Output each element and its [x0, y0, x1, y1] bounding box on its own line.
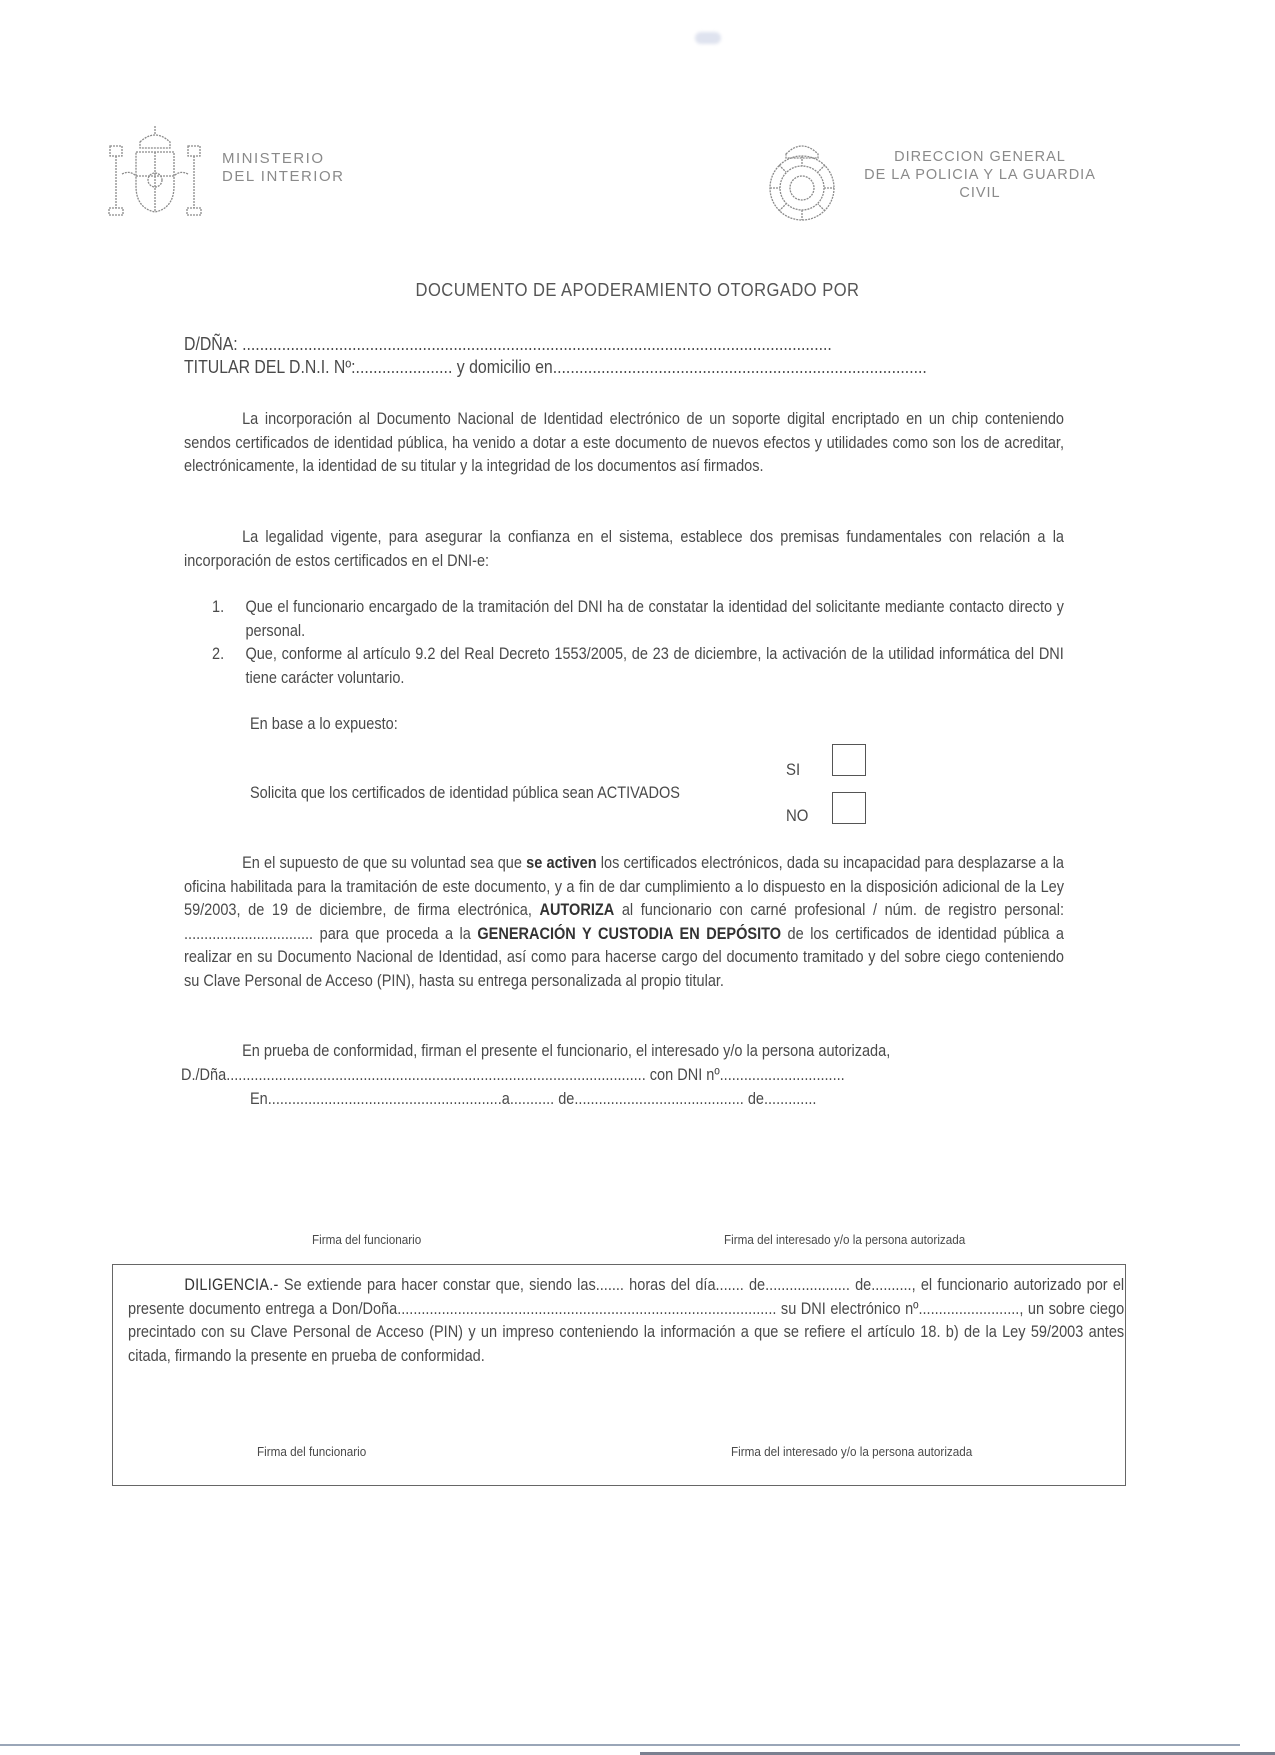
option-no-label: NO — [786, 806, 809, 825]
auth-bold-se-activen: se activen — [526, 854, 597, 872]
diligencia-signature-official-label: Firma del funcionario — [257, 1444, 367, 1459]
premises-list — [212, 596, 1064, 690]
diligencia-text — [128, 1274, 1124, 1368]
authorization-paragraph — [184, 852, 1064, 993]
auth-bold-generacion: GENERACIÓN Y CUSTODIA EN DEPÓSITO — [477, 924, 782, 943]
en-base-label: En base a lo expuesto: — [250, 715, 398, 733]
grantor-name-field[interactable]: D/DÑA: ...................................................................................................................................... — [184, 334, 832, 354]
signature-interested-label: Firma del interesado y/o la persona autorizada — [724, 1232, 966, 1247]
premise-item — [212, 643, 1064, 690]
activate-no-checkbox[interactable] — [832, 792, 866, 824]
legality-paragraph: La legalidad vigente, para asegurar la confianza en el sistema, establece dos premisas fundamentales con relación a la incorporación de estos certificados en el DNI-e: — [184, 528, 1064, 570]
auth-text-3: al funcionario con carné profesional / núm. de registro personal: ................................ para que proceda a la — [184, 901, 1064, 943]
spain-coat-of-arms-icon — [102, 124, 208, 218]
ministry-line-1: MINISTERIO — [222, 150, 325, 167]
ministry-name — [222, 150, 344, 186]
premise-text: Que, conforme al artículo 9.2 del Real Decreto 1553/2005, de 23 de diciembre, la activación de la utilidad informática del DNI tiene carácter voluntario. — [245, 645, 1064, 687]
auth-text-2: los certificados electrónicos, dada su incapacidad para desplazarse a la oficina habilitada para la tramitación de este documento, y a fin de dar cumplimiento a lo dispuesto en la disposición adicional de la Ley 59/2003, de 19 de diciembre, de firma electrónica, — [184, 854, 1064, 919]
conformity-statement: En prueba de conformidad, firman el presente el funcionario, el interesado y/o la persona autorizada, — [242, 1042, 891, 1060]
auth-bold-autoriza: AUTORIZA — [539, 901, 615, 919]
activation-request-text: Solicita que los certificados de identidad pública sean ACTIVADOS — [250, 784, 680, 802]
diligencia-signature-interested-label: Firma del interesado y/o la persona autorizada — [731, 1444, 973, 1459]
activate-yes-checkbox[interactable] — [832, 744, 866, 776]
ministry-line-2: DEL INTERIOR — [222, 168, 345, 185]
directorate-line-2: DE LA POLICIA Y LA GUARDIA CIVIL — [864, 167, 1096, 201]
intro-paragraph: La incorporación al Documento Nacional de Identidad electrónico de un soporte digital encriptado en un chip conteniendo sendos certificados de identidad pública, ha venido a dotar a este documento de nuevos efectos y utilidades como son los de acreditar, electrónicamente, la identidad de su titular y la integridad de los documentos así firmados. — [184, 410, 1064, 475]
document-title: DOCUMENTO DE APODERAMIENTO OTORGADO POR — [415, 280, 860, 300]
directorate-line-1: DIRECCION GENERAL — [894, 149, 1066, 165]
scan-artifact — [695, 32, 721, 44]
premise-text: Que el funcionario encargado de la tramitación del DNI ha de constatar la identidad del solicitante mediante contacto directo y personal. — [245, 598, 1064, 640]
premise-number: 2. — [212, 645, 225, 663]
auth-text-4: de los certificados de identidad pública a realizar en su Documento Nacional de Identidad, así como para hacerse cargo del documento tramitado y del sobre ciego conteniendo su Clave Personal de Acceso (PIN), hasta su entrega personalizada al propio titular. — [184, 924, 1064, 990]
directorate-name — [850, 148, 1110, 202]
diligencia-body: Se extiende para hacer constar que, siendo las....... horas del día....... de..................... de.........., el funcionario autorizado por el presente documento entrega a Don/Doña.............................................................................................. su DNI electrónico nº........................., un sobre ciego precintado con su Clave Personal de Acceso (PIN) y un impreso conteniendo la información a que se refiere el artículo 18. b) de la Ley 59/2003 antes citada, firmando la presente en prueba de conformidad. — [128, 1276, 1125, 1365]
signature-official-label: Firma del funcionario — [312, 1232, 422, 1247]
diligencia-label: DILIGENCIA.- — [184, 1276, 279, 1294]
premise-number: 1. — [212, 598, 225, 616]
police-seal-icon — [766, 138, 838, 222]
grantor-dni-address-field[interactable]: TITULAR DEL D.N.I. Nº:...................... y domicilio en..................................................................................... — [184, 357, 927, 377]
conformity-place-date-field[interactable]: En..........................................................a........... de.......................................... de............. — [250, 1090, 817, 1108]
scan-edge-line — [0, 1744, 1240, 1746]
premise-item — [212, 596, 1064, 643]
conformity-name-dni-field[interactable]: D./Dña........................................................................................................ con DNI nº............................... — [181, 1066, 845, 1084]
option-yes-label: SI — [786, 760, 801, 779]
auth-text-1: En el supuesto de que su voluntad sea que — [242, 854, 527, 872]
